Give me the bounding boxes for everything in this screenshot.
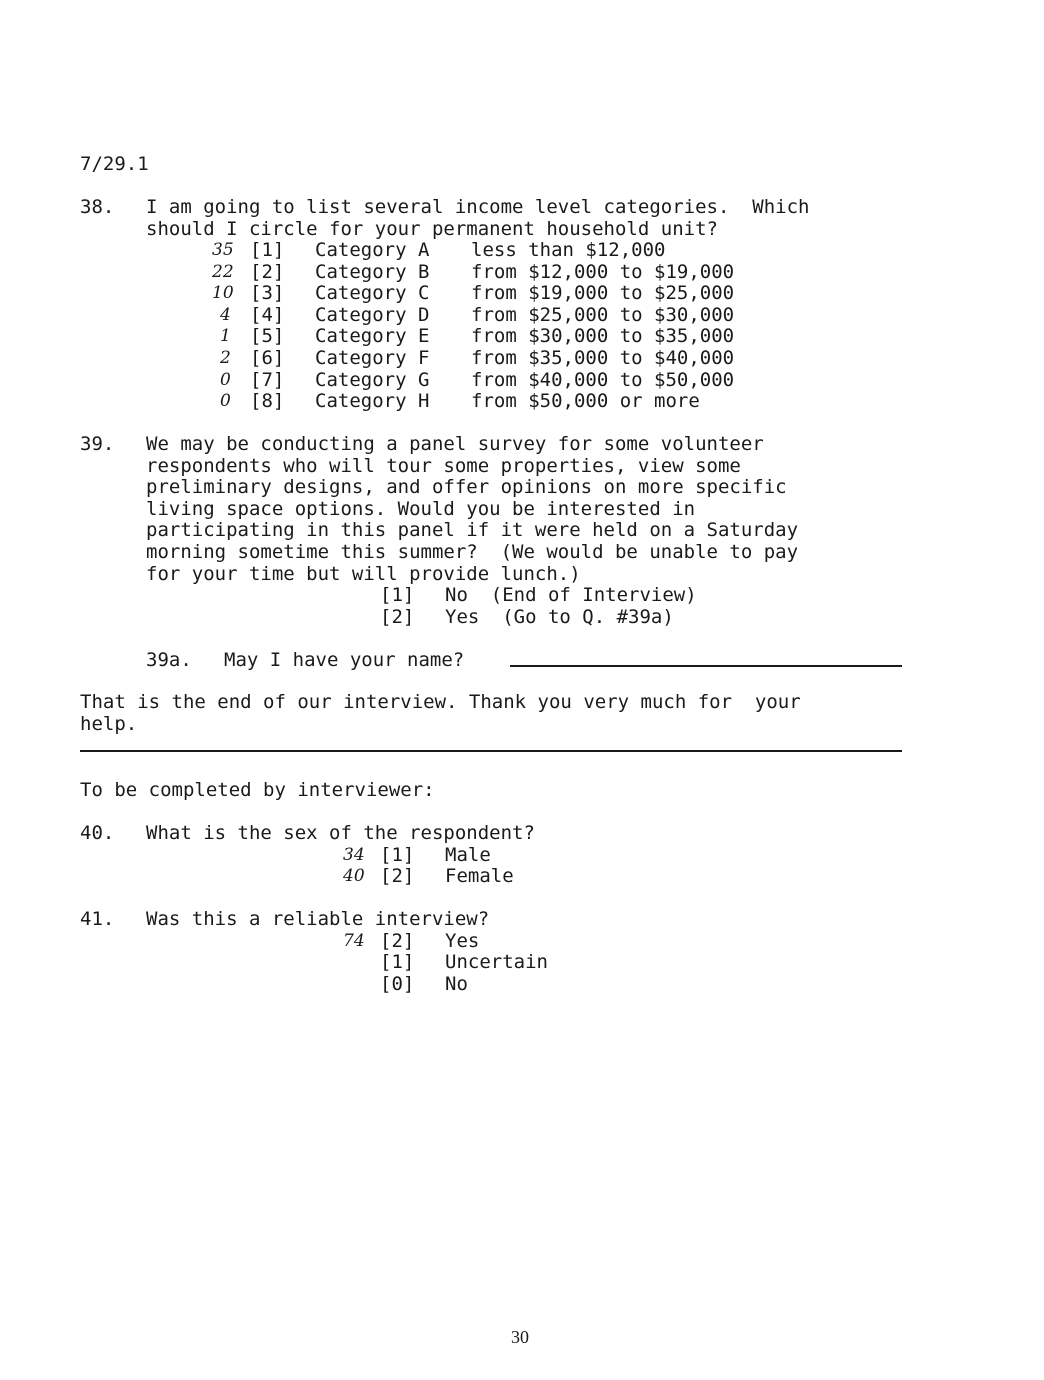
q39-option-row [0,607,1044,629]
q38-count: 4 [220,304,231,325]
q38-category: Category D [315,303,430,326]
q38-option-row [0,240,1044,262]
q38-count: 35 [212,240,234,260]
q38-count: 1 [220,326,231,347]
q38-category: Category A [315,239,430,261]
interviewer-heading: To be completed by interviewer: [80,779,435,801]
q38-code: [3] [250,282,285,305]
q38-code: [4] [250,303,285,326]
q40-count: 34 [343,844,365,865]
q39-line: living space options. Would you be interested in [146,497,696,520]
q38-range: from $19,000 to $25,000 [471,282,735,305]
q40-label: Male [445,843,491,866]
q39-line: morning sometime this summer? (We would be unable to pay [146,540,799,563]
q41-option-row [0,974,1044,996]
q39-option-row [0,585,1044,607]
q39-number: 39. [80,433,115,455]
page-number: 30 [511,1327,529,1347]
q38-category: Category B [315,260,430,283]
page-code: 7/29.1 [80,153,149,175]
q38-code: [6] [250,347,285,369]
q38-option-row [0,326,1044,348]
q40-label: Female [445,865,514,888]
q40-code: [1] [380,843,415,866]
q38-number: 38. [80,196,115,218]
q40-option-row [0,845,1044,867]
q40-option-row [0,866,1044,888]
q38-line: should I circle for your permanent household unit? [146,217,718,240]
q41-label: No [445,972,468,995]
q41-number: 41. [80,908,115,930]
q39-text [146,434,906,585]
q38-range: from $12,000 to $19,000 [471,260,735,283]
q39-line: preliminary designs, and offer opinions on more specific [146,476,787,499]
q41-label: Yes [445,929,480,952]
closing-line: help. [80,712,138,735]
name-blank-line[interactable] [510,665,902,667]
q39a-number: 39a. [146,649,192,671]
q38-category: Category H [315,390,430,413]
q41-code: [2] [380,929,415,952]
closing-line: That is the end of our interview. Thank you very much for your [80,691,801,713]
q38-category: Category C [315,282,430,305]
q38-count: 0 [220,391,231,412]
q38-range: from $50,000 or more [471,390,700,413]
q38-range: less than $12,000 [471,239,666,261]
q38-count: 22 [212,261,234,282]
q38-count: 2 [220,348,231,368]
q38-option-row [0,305,1044,327]
q40-text: What is the sex of the respondent? [146,822,535,844]
q39-line: We may be conducting a panel survey for some volunteer [146,433,764,455]
q41-option-row [0,952,1044,974]
q38-range: from $30,000 to $35,000 [471,325,735,348]
q41-option-row [0,931,1044,953]
q38-code: [8] [250,390,285,413]
closing-text [80,692,910,735]
q40-code: [2] [380,865,415,888]
q41-text: Was this a reliable interview? [146,908,490,930]
q38-count: 10 [212,283,234,304]
q39-label: No (End of Interview) [445,584,697,606]
q38-range: from $40,000 to $50,000 [471,368,735,391]
q38-category: Category E [315,325,430,348]
q38-line: I am going to list several income level categories. Which [146,196,810,218]
q41-code: [0] [380,972,415,995]
q40-count: 40 [343,866,365,887]
q38-code: [5] [250,325,285,348]
q40-number: 40. [80,822,115,844]
q38-option-row [0,283,1044,305]
q38-code: [1] [250,239,285,261]
q38-count: 0 [220,369,231,390]
q39a-text: May I have your name? [224,649,465,671]
q38-option-row [0,370,1044,392]
q41-count: 74 [343,930,365,951]
q39-label: Yes (Go to Q. #39a) [445,605,674,628]
q38-option-row [0,391,1044,413]
q39-line: respondents who will tour some properties, view some [146,454,741,477]
section-divider [80,750,902,752]
q38-range: from $35,000 to $40,000 [471,347,735,369]
q38-category: Category G [315,368,430,391]
q38-text [146,197,906,240]
q38-code: [7] [250,368,285,391]
q39-line: for your time but will provide lunch.) [146,562,581,585]
q38-option-row [0,348,1044,370]
q38-option-row [0,262,1044,284]
q39-line: participating in this panel if it were held on a Saturday [146,519,799,542]
q38-category: Category F [315,347,430,369]
q38-range: from $25,000 to $30,000 [471,303,735,326]
q41-label: Uncertain [445,951,548,974]
q39-code: [2] [380,605,415,628]
q38-code: [2] [250,260,285,283]
q39-code: [1] [380,584,415,606]
q41-code: [1] [380,951,415,974]
